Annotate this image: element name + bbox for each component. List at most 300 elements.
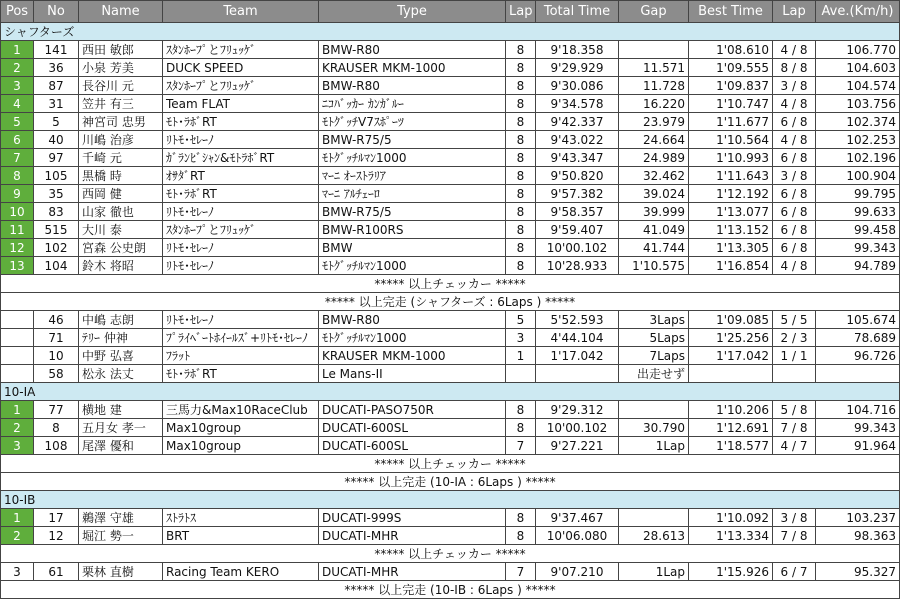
pos-cell: 11 xyxy=(1,221,34,239)
no-cell: 58 xyxy=(34,365,79,383)
team-cell: Team FLAT xyxy=(163,95,319,113)
gap-cell: 39.024 xyxy=(619,185,689,203)
pos-cell: 7 xyxy=(1,149,34,167)
lap-cell: 7 xyxy=(506,437,536,455)
total-time-cell: 9'30.086 xyxy=(536,77,619,95)
gap-cell: 23.979 xyxy=(619,113,689,131)
class-label: シャフターズ xyxy=(1,23,900,41)
type-cell: BMW xyxy=(319,239,506,257)
lap-cell: 8 xyxy=(506,401,536,419)
notice-row xyxy=(1,293,900,311)
header-row xyxy=(1,1,900,23)
pos-cell: 1 xyxy=(1,509,34,527)
type-cell: DUCATI-600SL xyxy=(319,419,506,437)
name-cell: 小泉 芳美 xyxy=(79,59,163,77)
pos-cell: 3 xyxy=(1,77,34,95)
no-cell: 5 xyxy=(34,113,79,131)
notice-text: ***** 以上完走 (10-IA : 6Laps ) ***** xyxy=(1,473,900,491)
best-time-cell: 1'10.564 xyxy=(689,131,773,149)
lap-cell: 5 xyxy=(506,311,536,329)
name-cell: 黒橋 時 xyxy=(79,167,163,185)
type-cell: BMW-R75/5 xyxy=(319,203,506,221)
pos-cell: 1 xyxy=(1,41,34,59)
name-cell: 堀江 勢一 xyxy=(79,527,163,545)
best-lap-cell: 5 / 8 xyxy=(773,401,816,419)
ave-cell: 102.374 xyxy=(816,113,900,131)
col-name: Name xyxy=(79,1,163,23)
name-cell: 西岡 健 xyxy=(79,185,163,203)
table-row xyxy=(1,563,900,581)
type-cell: BMW-R100RS xyxy=(319,221,506,239)
gap-cell: 24.664 xyxy=(619,131,689,149)
best-time-cell: 1'17.042 xyxy=(689,347,773,365)
pos-cell xyxy=(1,347,34,365)
class-bar xyxy=(1,491,900,509)
no-cell: 77 xyxy=(34,401,79,419)
name-cell: 大川 泰 xyxy=(79,221,163,239)
lap-cell xyxy=(506,365,536,383)
total-time-cell: 4'44.104 xyxy=(536,329,619,347)
name-cell: 鈴木 将昭 xyxy=(79,257,163,275)
type-cell: BMW-R80 xyxy=(319,311,506,329)
best-time-cell xyxy=(689,365,773,383)
no-cell: 97 xyxy=(34,149,79,167)
gap-cell: 16.220 xyxy=(619,95,689,113)
name-cell: 西田 敏郎 xyxy=(79,41,163,59)
total-time-cell: 9'50.820 xyxy=(536,167,619,185)
type-cell: ﾓﾄｸﾞｯﾁﾙﾏﾝ1000 xyxy=(319,257,506,275)
lap-cell: 7 xyxy=(506,563,536,581)
ave-cell: 102.253 xyxy=(816,131,900,149)
best-time-cell: 1'13.152 xyxy=(689,221,773,239)
pos-cell xyxy=(1,329,34,347)
ave-cell: 99.633 xyxy=(816,203,900,221)
type-cell: BMW-R80 xyxy=(319,77,506,95)
class-bar xyxy=(1,23,900,41)
best-lap-cell: 4 / 8 xyxy=(773,95,816,113)
name-cell: 川嶋 治彦 xyxy=(79,131,163,149)
notice-text: ***** 以上チェッカー ***** xyxy=(1,455,900,473)
best-lap-cell: 4 / 8 xyxy=(773,41,816,59)
pos-cell: 1 xyxy=(1,401,34,419)
best-lap-cell: 2 / 3 xyxy=(773,329,816,347)
best-time-cell: 1'13.077 xyxy=(689,203,773,221)
notice-text: ***** 以上チェッカー ***** xyxy=(1,275,900,293)
name-cell: 笠井 有三 xyxy=(79,95,163,113)
team-cell: ﾓﾄ･ﾗﾎﾞRT xyxy=(163,113,319,131)
no-cell: 61 xyxy=(34,563,79,581)
gap-cell: 1'10.575 xyxy=(619,257,689,275)
type-cell: DUCATI-999S xyxy=(319,509,506,527)
gap-cell xyxy=(619,509,689,527)
total-time-cell: 10'28.933 xyxy=(536,257,619,275)
team-cell: Max10group xyxy=(163,437,319,455)
team-cell: ｶﾞﾗﾝﾋﾞｼｬﾝ&ﾓﾄﾗﾎﾞRT xyxy=(163,149,319,167)
pos-cell: 8 xyxy=(1,167,34,185)
type-cell: BMW-R80 xyxy=(319,41,506,59)
best-lap-cell: 3 / 8 xyxy=(773,509,816,527)
best-time-cell: 1'13.334 xyxy=(689,527,773,545)
no-cell: 71 xyxy=(34,329,79,347)
lap-cell: 8 xyxy=(506,149,536,167)
type-cell: DUCATI-MHR xyxy=(319,527,506,545)
team-cell: ﾘﾄﾓ･ｾﾚｰﾉ xyxy=(163,203,319,221)
team-cell: ｵｻﾀﾞRT xyxy=(163,167,319,185)
best-lap-cell: 3 / 8 xyxy=(773,77,816,95)
best-time-cell: 1'16.854 xyxy=(689,257,773,275)
notice-row xyxy=(1,473,900,491)
best-lap-cell: 1 / 1 xyxy=(773,347,816,365)
lap-cell: 8 xyxy=(506,167,536,185)
best-time-cell: 1'10.206 xyxy=(689,401,773,419)
lap-cell: 8 xyxy=(506,131,536,149)
total-time-cell: 9'29.929 xyxy=(536,59,619,77)
total-time-cell: 10'00.102 xyxy=(536,239,619,257)
name-cell: 山家 徹也 xyxy=(79,203,163,221)
table-row xyxy=(1,239,900,257)
type-cell: KRAUSER MKM-1000 xyxy=(319,59,506,77)
lap-cell: 8 xyxy=(506,113,536,131)
gap-cell: 30.790 xyxy=(619,419,689,437)
name-cell: ﾃﾘｰ 仲神 xyxy=(79,329,163,347)
total-time-cell: 10'06.080 xyxy=(536,527,619,545)
name-cell: 尾澤 優和 xyxy=(79,437,163,455)
no-cell: 12 xyxy=(34,527,79,545)
ave-cell: 99.795 xyxy=(816,185,900,203)
team-cell: ﾌﾟﾗｲﾍﾞｰﾄﾎｲｰﾙｽﾞ+ﾘﾄﾓ･ｾﾚｰﾉ xyxy=(163,329,319,347)
best-lap-cell: 7 / 8 xyxy=(773,527,816,545)
lap-cell: 1 xyxy=(506,347,536,365)
ave-cell: 96.726 xyxy=(816,347,900,365)
no-cell: 104 xyxy=(34,257,79,275)
best-time-cell: 1'09.085 xyxy=(689,311,773,329)
no-cell: 46 xyxy=(34,311,79,329)
table-row xyxy=(1,149,900,167)
pos-cell: 3 xyxy=(1,437,34,455)
no-cell: 36 xyxy=(34,59,79,77)
best-lap-cell: 8 / 8 xyxy=(773,59,816,77)
gap-cell xyxy=(619,41,689,59)
type-cell: ﾓﾄｸﾞｯﾁﾙﾏﾝ1000 xyxy=(319,329,506,347)
name-cell: 神宮司 忠男 xyxy=(79,113,163,131)
name-cell: 鵜澤 守雄 xyxy=(79,509,163,527)
col-team: Team xyxy=(163,1,319,23)
no-cell: 102 xyxy=(34,239,79,257)
type-cell: DUCATI-600SL xyxy=(319,437,506,455)
ave-cell: 104.603 xyxy=(816,59,900,77)
notice-row xyxy=(1,545,900,563)
total-time-cell: 9'37.467 xyxy=(536,509,619,527)
total-time-cell: 10'00.102 xyxy=(536,419,619,437)
ave-cell: 99.343 xyxy=(816,419,900,437)
name-cell: 五月女 孝一 xyxy=(79,419,163,437)
lap-cell: 8 xyxy=(506,419,536,437)
ave-cell: 105.674 xyxy=(816,311,900,329)
pos-cell: 2 xyxy=(1,527,34,545)
name-cell: 中野 弘喜 xyxy=(79,347,163,365)
pos-cell: 2 xyxy=(1,59,34,77)
total-time-cell: 9'18.358 xyxy=(536,41,619,59)
team-cell: ｽﾀﾝﾎｰﾌﾟとﾌﾘｭｯｹﾞ xyxy=(163,221,319,239)
total-time-cell: 9'59.407 xyxy=(536,221,619,239)
ave-cell: 106.770 xyxy=(816,41,900,59)
best-time-cell: 1'08.610 xyxy=(689,41,773,59)
ave-cell: 103.756 xyxy=(816,95,900,113)
gap-cell: 出走せず xyxy=(619,365,689,383)
total-time-cell: 9'42.337 xyxy=(536,113,619,131)
best-time-cell: 1'11.677 xyxy=(689,113,773,131)
no-cell: 141 xyxy=(34,41,79,59)
total-time-cell: 1'17.042 xyxy=(536,347,619,365)
best-lap-cell: 6 / 8 xyxy=(773,203,816,221)
name-cell: 千崎 元 xyxy=(79,149,163,167)
name-cell: 長谷川 元 xyxy=(79,77,163,95)
type-cell: ﾏｰﾆ ｱﾙﾁｪｰﾛ xyxy=(319,185,506,203)
lap-cell: 8 xyxy=(506,527,536,545)
ave-cell: 100.904 xyxy=(816,167,900,185)
notice-text: ***** 以上完走 (シャフターズ : 6Laps ) ***** xyxy=(1,293,900,311)
pos-cell: 5 xyxy=(1,113,34,131)
col-best-lap: Lap xyxy=(773,1,816,23)
best-time-cell: 1'15.926 xyxy=(689,563,773,581)
no-cell: 108 xyxy=(34,437,79,455)
table-row xyxy=(1,41,900,59)
team-cell: 三馬力&Max10RaceClub xyxy=(163,401,319,419)
class-label: 10-IB xyxy=(1,491,900,509)
best-lap-cell: 4 / 8 xyxy=(773,257,816,275)
ave-cell: 104.716 xyxy=(816,401,900,419)
team-cell: ﾘﾄﾓ･ｾﾚｰﾉ xyxy=(163,257,319,275)
name-cell: 栗林 直樹 xyxy=(79,563,163,581)
lap-cell: 8 xyxy=(506,221,536,239)
total-time-cell: 9'43.022 xyxy=(536,131,619,149)
lap-cell: 8 xyxy=(506,509,536,527)
class-label: 10-IA xyxy=(1,383,900,401)
table-row xyxy=(1,311,900,329)
table-row xyxy=(1,113,900,131)
best-time-cell: 1'10.747 xyxy=(689,95,773,113)
best-time-cell: 1'25.256 xyxy=(689,329,773,347)
lap-cell: 8 xyxy=(506,59,536,77)
lap-cell: 8 xyxy=(506,77,536,95)
ave-cell: 104.574 xyxy=(816,77,900,95)
gap-cell: 1Lap xyxy=(619,563,689,581)
total-time-cell: 9'27.221 xyxy=(536,437,619,455)
table-row xyxy=(1,203,900,221)
type-cell: ﾓﾄｸﾞｯﾁV7ｽﾎﾟｰﾂ xyxy=(319,113,506,131)
col-ave: Ave.(Km/h) xyxy=(816,1,900,23)
name-cell: 宮森 公史朗 xyxy=(79,239,163,257)
table-row xyxy=(1,221,900,239)
col-gap: Gap xyxy=(619,1,689,23)
gap-cell: 41.744 xyxy=(619,239,689,257)
type-cell: ﾓﾄｸﾞｯﾁﾙﾏﾝ1000 xyxy=(319,149,506,167)
pos-cell: 10 xyxy=(1,203,34,221)
name-cell: 松永 法丈 xyxy=(79,365,163,383)
gap-cell: 11.728 xyxy=(619,77,689,95)
type-cell: Le Mans-II xyxy=(319,365,506,383)
team-cell: ﾓﾄ･ﾗﾎﾞRT xyxy=(163,185,319,203)
best-time-cell: 1'11.643 xyxy=(689,167,773,185)
gap-cell: 32.462 xyxy=(619,167,689,185)
best-lap-cell: 6 / 8 xyxy=(773,113,816,131)
lap-cell: 8 xyxy=(506,95,536,113)
best-time-cell: 1'10.993 xyxy=(689,149,773,167)
table-row xyxy=(1,509,900,527)
table-row xyxy=(1,257,900,275)
table-row xyxy=(1,365,900,383)
team-cell: ｽﾄﾗﾄｽ xyxy=(163,509,319,527)
total-time-cell: 9'07.210 xyxy=(536,563,619,581)
notice-row xyxy=(1,581,900,599)
gap-cell: 1Lap xyxy=(619,437,689,455)
ave-cell: 99.343 xyxy=(816,239,900,257)
table-row xyxy=(1,419,900,437)
ave-cell: 91.964 xyxy=(816,437,900,455)
notice-text: ***** 以上完走 (10-IB : 6Laps ) ***** xyxy=(1,581,900,599)
ave-cell: 94.789 xyxy=(816,257,900,275)
class-bar xyxy=(1,383,900,401)
best-lap-cell: 4 / 7 xyxy=(773,437,816,455)
no-cell: 40 xyxy=(34,131,79,149)
type-cell: ﾆｺﾊﾞｯｶｰ ｶﾝｶﾞﾙｰ xyxy=(319,95,506,113)
best-lap-cell: 6 / 8 xyxy=(773,149,816,167)
team-cell: ﾘﾄﾓ･ｾﾚｰﾉ xyxy=(163,131,319,149)
no-cell: 17 xyxy=(34,509,79,527)
table-row xyxy=(1,401,900,419)
col-pos: Pos xyxy=(1,1,34,23)
gap-cell: 24.989 xyxy=(619,149,689,167)
table-row xyxy=(1,95,900,113)
no-cell: 31 xyxy=(34,95,79,113)
team-cell: ﾌﾗｯﾄ xyxy=(163,347,319,365)
pos-cell: 13 xyxy=(1,257,34,275)
team-cell: ﾘﾄﾓ･ｾﾚｰﾉ xyxy=(163,239,319,257)
best-time-cell: 1'18.577 xyxy=(689,437,773,455)
results-header xyxy=(1,1,900,23)
lap-cell: 8 xyxy=(506,239,536,257)
pos-cell xyxy=(1,311,34,329)
best-lap-cell: 3 / 8 xyxy=(773,167,816,185)
table-row xyxy=(1,185,900,203)
table-row xyxy=(1,77,900,95)
lap-cell: 8 xyxy=(506,257,536,275)
no-cell: 35 xyxy=(34,185,79,203)
best-lap-cell: 5 / 5 xyxy=(773,311,816,329)
notice-text: ***** 以上チェッカー ***** xyxy=(1,545,900,563)
team-cell: DUCK SPEED xyxy=(163,59,319,77)
table-row xyxy=(1,131,900,149)
best-lap-cell: 6 / 8 xyxy=(773,239,816,257)
type-cell: DUCATI-MHR xyxy=(319,563,506,581)
gap-cell xyxy=(619,401,689,419)
no-cell: 105 xyxy=(34,167,79,185)
table-row xyxy=(1,167,900,185)
table-row xyxy=(1,329,900,347)
no-cell: 10 xyxy=(34,347,79,365)
pos-cell: 3 xyxy=(1,563,34,581)
best-time-cell: 1'13.305 xyxy=(689,239,773,257)
pos-cell: 2 xyxy=(1,419,34,437)
best-lap-cell: 7 / 8 xyxy=(773,419,816,437)
best-time-cell: 1'09.555 xyxy=(689,59,773,77)
lap-cell: 8 xyxy=(506,41,536,59)
gap-cell: 3Laps xyxy=(619,311,689,329)
pos-cell: 4 xyxy=(1,95,34,113)
name-cell: 横地 建 xyxy=(79,401,163,419)
total-time-cell: 9'57.382 xyxy=(536,185,619,203)
total-time-cell: 9'43.347 xyxy=(536,149,619,167)
lap-cell: 3 xyxy=(506,329,536,347)
name-cell: 中嶋 志朗 xyxy=(79,311,163,329)
ave-cell: 102.196 xyxy=(816,149,900,167)
team-cell: BRT xyxy=(163,527,319,545)
team-cell: ｽﾀﾝﾎｰﾌﾟとﾌﾘｭｯｹﾞ xyxy=(163,41,319,59)
lap-cell: 8 xyxy=(506,185,536,203)
results-body xyxy=(1,23,900,599)
best-time-cell: 1'12.192 xyxy=(689,185,773,203)
best-time-cell: 1'10.092 xyxy=(689,509,773,527)
pos-cell: 6 xyxy=(1,131,34,149)
total-time-cell: 9'29.312 xyxy=(536,401,619,419)
ave-cell: 103.237 xyxy=(816,509,900,527)
best-lap-cell: 6 / 8 xyxy=(773,221,816,239)
pos-cell xyxy=(1,365,34,383)
best-lap-cell: 6 / 7 xyxy=(773,563,816,581)
pos-cell: 12 xyxy=(1,239,34,257)
lap-cell: 8 xyxy=(506,203,536,221)
best-time-cell: 1'09.837 xyxy=(689,77,773,95)
team-cell: ｽﾀﾝﾎｰﾌﾟとﾌﾘｭｯｹﾞ xyxy=(163,77,319,95)
type-cell: BMW-R75/5 xyxy=(319,131,506,149)
col-best-time: Best Time xyxy=(689,1,773,23)
team-cell: ﾘﾄﾓ･ｾﾚｰﾉ xyxy=(163,311,319,329)
notice-row xyxy=(1,275,900,293)
col-no: No xyxy=(34,1,79,23)
type-cell: ﾏｰﾆ ｵｰｽﾄﾗﾘｱ xyxy=(319,167,506,185)
col-total-time: Total Time xyxy=(536,1,619,23)
gap-cell: 28.613 xyxy=(619,527,689,545)
type-cell: KRAUSER MKM-1000 xyxy=(319,347,506,365)
gap-cell: 39.999 xyxy=(619,203,689,221)
ave-cell: 99.458 xyxy=(816,221,900,239)
table-row xyxy=(1,59,900,77)
table-row xyxy=(1,347,900,365)
team-cell: Max10group xyxy=(163,419,319,437)
best-lap-cell: 4 / 8 xyxy=(773,131,816,149)
no-cell: 87 xyxy=(34,77,79,95)
total-time-cell: 9'58.357 xyxy=(536,203,619,221)
gap-cell: 41.049 xyxy=(619,221,689,239)
total-time-cell: 9'34.578 xyxy=(536,95,619,113)
notice-row xyxy=(1,455,900,473)
ave-cell: 98.363 xyxy=(816,527,900,545)
table-row xyxy=(1,527,900,545)
best-lap-cell: 6 / 8 xyxy=(773,185,816,203)
table-row xyxy=(1,437,900,455)
col-lap: Lap xyxy=(506,1,536,23)
no-cell: 515 xyxy=(34,221,79,239)
best-lap-cell xyxy=(773,365,816,383)
no-cell: 8 xyxy=(34,419,79,437)
team-cell: Racing Team KERO xyxy=(163,563,319,581)
total-time-cell: 5'52.593 xyxy=(536,311,619,329)
gap-cell: 5Laps xyxy=(619,329,689,347)
gap-cell: 11.571 xyxy=(619,59,689,77)
ave-cell xyxy=(816,365,900,383)
no-cell: 83 xyxy=(34,203,79,221)
best-time-cell: 1'12.691 xyxy=(689,419,773,437)
